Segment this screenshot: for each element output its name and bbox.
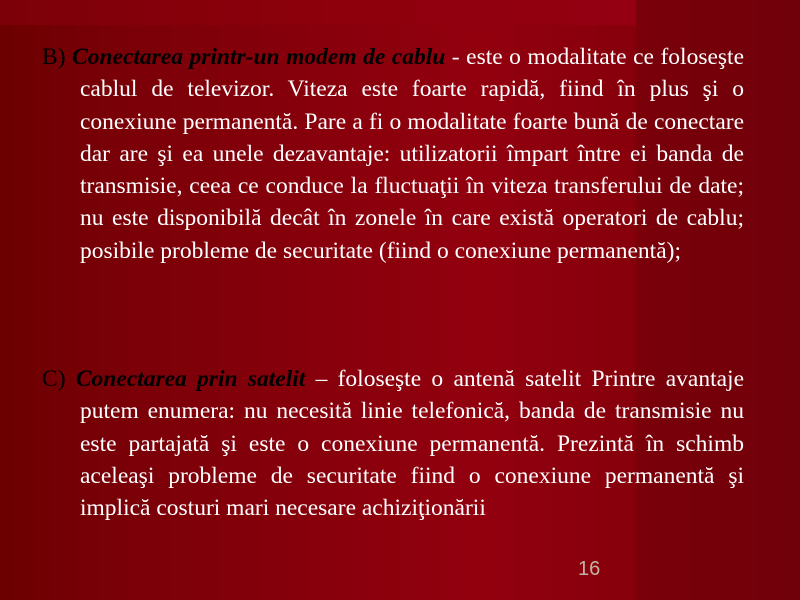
item-letter-c: C (42, 366, 58, 392)
paragraph-cable-modem (42, 41, 744, 267)
body-satellite: – foloseşte o antenă satelit Printre avantaje putem enumera: nu necesită linie telefonică, banda de transmisie nu este partajată şi este o conexiune permanentă. Prezintă în schimb aceleaşi probleme de securitate fiind o conexiune permanentă şi implică costuri mari necesare achiziţionării (80, 366, 744, 522)
item-letter-b: B (42, 44, 58, 70)
page-number: 16 (578, 558, 601, 580)
topic-satellite: Conectarea prin satelit (75, 366, 306, 392)
topic-cable-modem: Conectarea printr-un modem de cablu (72, 44, 446, 70)
paragraph-satellite (42, 363, 744, 524)
item-paren-b: ) (57, 44, 66, 70)
item-paren-c: ) (57, 366, 66, 392)
decorative-top-band (0, 0, 636, 25)
body-cable-modem: - este o modalitate ce foloseşte cablul de televizor. Viteza este foarte rapidă, fiind în plus şi o conexiune permanentă. Pare a fi o modalitate foarte bună de conectare dar are şi ea unele dezavantaje: utilizatorii împart între ei banda de transmisie, ceea ce conduce la fluctuaţii în viteza transferului de date; nu este disponibilă decât în zonele în care există operatori de cablu; posibile probleme de securitate (fiind o conexiune permanentă); (80, 44, 744, 264)
